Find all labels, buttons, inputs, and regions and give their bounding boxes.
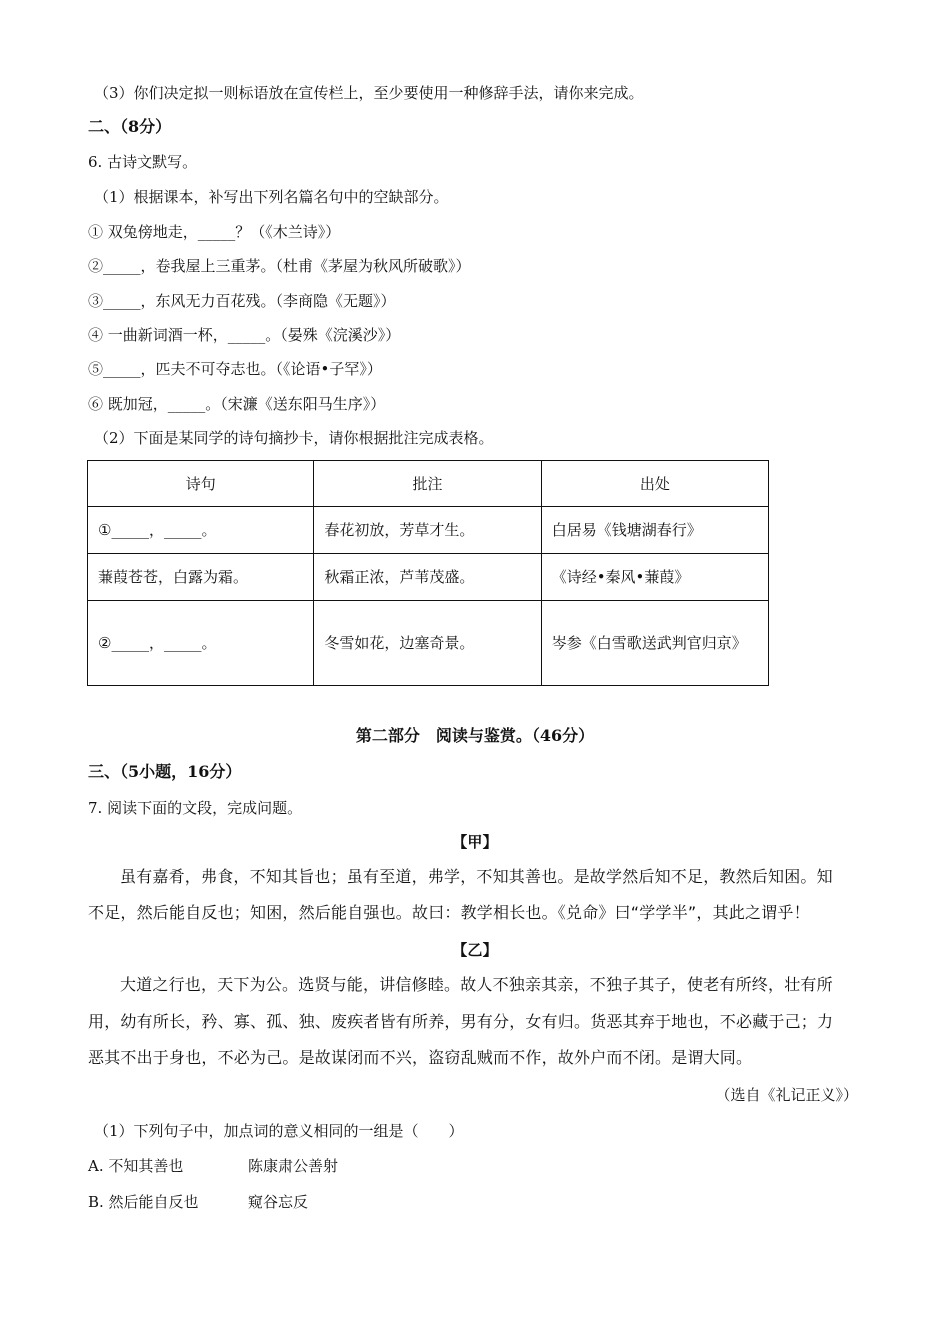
passage-yi-line: 大道之行也，天下为公。选贤与能，讲信修睦。故人不独亲其亲，不独子其子，使老有所终，壮有所 [120,975,833,994]
dictation-item-2: ②_____，卷我屋上三重茅。（杜甫《茅屋为秋风所破歌》） [88,257,471,275]
table-cell: ②_____，_____。 [88,601,314,686]
option-a-pair: 陈康肃公善射 [248,1157,339,1175]
q5-sub3: （3）你们决定拟一则标语放在宣传栏上，至少要使用一种修辞手法，请你来完成。 [94,84,644,102]
passage-jia-line: 虽有嘉肴，弗食，不知其旨也；虽有至道，弗学，不知其善也。是故学然后知不足，教然后知困。知 [120,867,833,886]
table-row [88,507,769,554]
section-2-heading: 二、（8分） [88,117,172,136]
option-a-label: A. 不知其善也 [88,1157,184,1175]
table-cell: 《诗经•秦风•蒹葭》 [541,554,768,601]
dictation-item-6: ⑥ 既加冠，_____。（宋濂《送东阳马生序》） [88,395,386,413]
table-row [88,554,769,601]
passage-yi-label: 【乙】 [452,941,498,959]
table-cell: 冬雪如花，边塞奇景。 [314,601,541,686]
table-row [88,601,769,686]
passage-yi-line: 用，幼有所长，矜、寡、孤、独、废疾者皆有所养，男有分，女有归。货恶其弃于地也，不必藏于己；力 [88,1012,834,1031]
table-cell: 秋霜正浓，芦苇茂盛。 [314,554,541,601]
dictation-item-3: ③_____，东风无力百花残。（李商隐《无题》） [88,292,396,310]
dictation-item-5: ⑤_____，匹夫不可夺志也。（《论语•子罕》） [88,360,382,378]
question-6-sub2: （2）下面是某同学的诗句摘抄卡，请你根据批注完成表格。 [94,429,494,447]
passage-jia-line: 不足，然后能自反也；知困，然后能自强也。故曰：教学相长也。《兑命》曰“学学半”，其此之谓乎！ [88,903,810,922]
table-cell: 春花初放，芳草才生。 [314,507,541,554]
table-header-cell: 诗句 [88,461,314,507]
option-b-label: B. 然后能自反也 [88,1193,199,1211]
table-cell: 蒹葭苍苍，白露为霜。 [88,554,314,601]
table-cell: 岑参《白雪歌送武判官归京》 [541,601,768,686]
table-cell: ①_____，_____。 [88,507,314,554]
section-3-heading: 三、（5小题，16分） [88,762,242,781]
poem-card-table [87,460,769,686]
dictation-item-4: ④ 一曲新词酒一杯，_____。（晏殊《浣溪沙》） [88,326,401,344]
table-header-row [88,461,769,507]
question-6-sub1: （1）根据课本，补写出下列名篇名句中的空缺部分。 [94,188,449,206]
table-cell: 白居易《钱塘湖春行》 [541,507,768,554]
question-7-sub1: （1）下列句子中，加点词的意义相同的一组是（ ） [94,1122,464,1140]
table-header-cell: 出处 [541,461,768,507]
question-7: 7. 阅读下面的文段，完成问题。 [88,799,303,817]
passage-jia-label: 【甲】 [452,833,498,851]
dictation-item-1: ① 双兔傍地走，_____？（《木兰诗》） [88,223,341,241]
passage-yi-line: 恶其不出于身也，不必为己。是故谋闭而不兴，盗窃乱贼而不作，故外户而不闭。是谓大同。 [88,1048,753,1067]
passage-source: （选自《礼记正义》） [715,1086,858,1104]
table-header-cell: 批注 [314,461,541,507]
part-2-title: 第二部分 阅读与鉴赏。（46分） [355,726,595,745]
question-6: 6. 古诗文默写。 [88,153,198,171]
option-b-pair: 窥谷忘反 [248,1193,309,1211]
